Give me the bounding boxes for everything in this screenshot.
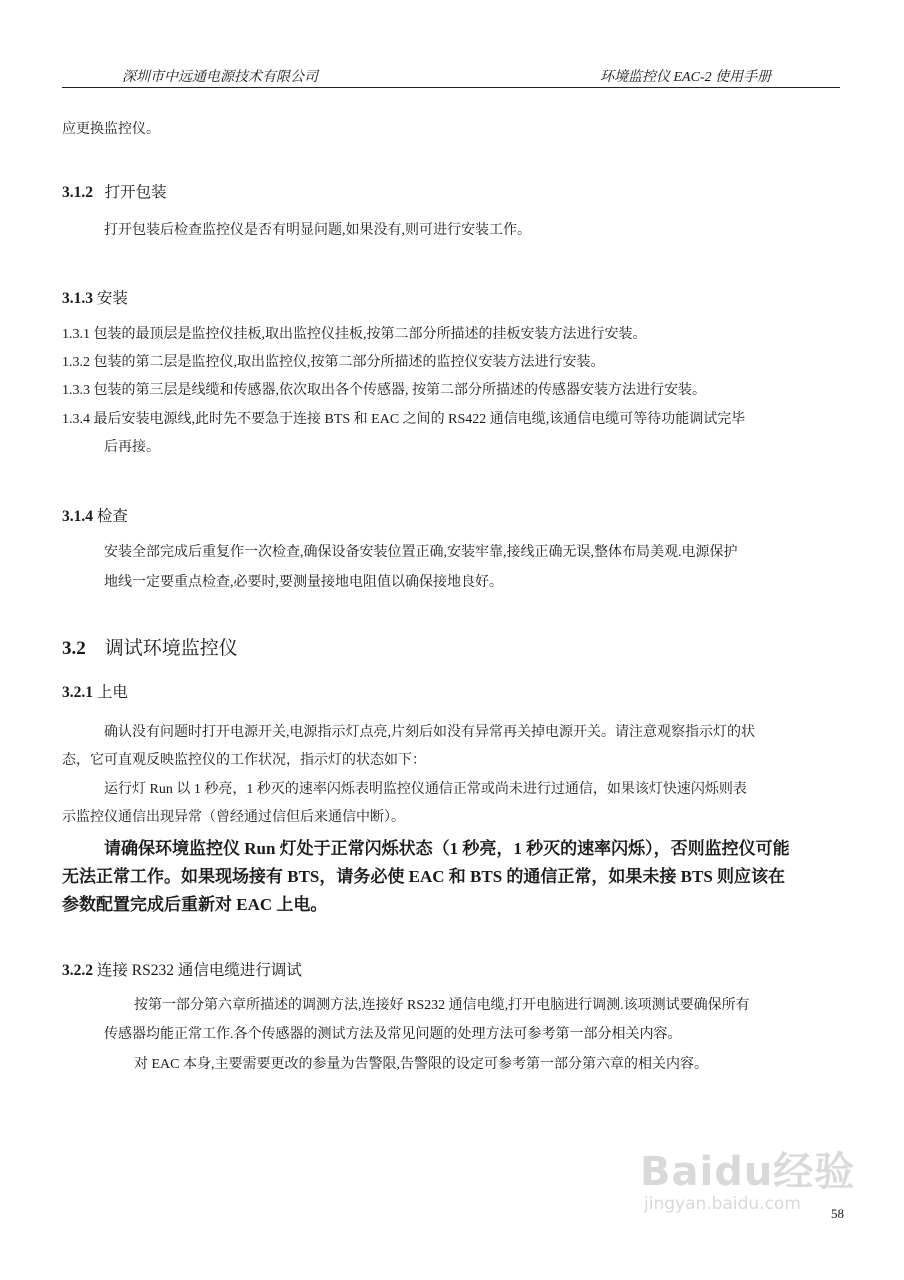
watermark-url: jingyan.baidu.com bbox=[644, 1194, 801, 1214]
paragraph: 打开包装后检查监控仪是否有明显问题,如果没有,则可进行安装工作。 bbox=[104, 223, 531, 238]
page-number: 58 bbox=[831, 1206, 844, 1221]
heading-3-1-3: 3.1.3 安装 bbox=[62, 290, 128, 307]
paragraph: 按第一部分第六章所描述的调测方法,连接好 RS232 通信电缆,打开电脑进行调测.该项测试要确保所有 bbox=[134, 998, 750, 1013]
heading-3-2: 3.2 调试环境监控仪 bbox=[62, 638, 238, 659]
paragraph: 地线一定要重点检查,必要时,要测量接地电阻值以确保接地良好。 bbox=[104, 575, 503, 590]
bold-warning: 参数配置完成后重新对 EAC 上电。 bbox=[62, 895, 328, 914]
intro-text: 应更换监控仪。 bbox=[62, 122, 160, 137]
paragraph: 传感器均能正常工作.各个传感器的测试方法及常见问题的处理方法可参考第一部分相关内容。 bbox=[104, 1027, 682, 1042]
heading-3-1-2: 3.1.2 打开包装 bbox=[62, 184, 167, 201]
header-company: 深圳市中远通电源技术有限公司 bbox=[122, 70, 318, 85]
paragraph: 运行灯 Run 以 1 秒亮，1 秒灭的速率闪烁表明监控仪通信正常或尚未进行过通信，如果该灯快速闪烁则表 bbox=[104, 782, 747, 797]
list-item: 1.3.2 包装的第二层是监控仪,取出监控仪,按第二部分所描述的监控仪安装方法进行安装。 bbox=[62, 355, 605, 370]
list-item-continuation: 后再接。 bbox=[104, 440, 160, 455]
paragraph: 态，它可直观反映监控仪的工作状况，指示灯的状态如下： bbox=[62, 753, 426, 768]
bold-warning: 无法正常工作。如果现场接有 BTS，请务必使 EAC 和 BTS 的通信正常，如果未接 BTS 则应该在 bbox=[62, 867, 786, 886]
watermark-logo: Baidu经验 bbox=[640, 1149, 856, 1195]
paragraph: 确认没有问题时打开电源开关,电源指示灯点亮,片刻后如没有异常再关掉电源开关。请注意观察指示灯的状 bbox=[104, 725, 755, 740]
heading-3-2-1: 3.2.1 上电 bbox=[62, 684, 128, 701]
header-rule bbox=[62, 87, 840, 88]
list-item: 1.3.3 包装的第三层是线缆和传感器,依次取出各个传感器, 按第二部分所描述的传感器安装方法进行安装。 bbox=[62, 383, 706, 398]
paragraph: 示监控仪通信出现异常（曾经通过信但后来通信中断）。 bbox=[62, 810, 405, 825]
list-item: 1.3.1 包装的最顶层是监控仪挂板,取出监控仪挂板,按第二部分所描述的挂板安装方法进行安装。 bbox=[62, 327, 647, 342]
header-manual-title: 环境监控仪 EAC-2 使用手册 bbox=[600, 70, 772, 85]
heading-3-2-2: 3.2.2 连接 RS232 通信电缆进行调试 bbox=[62, 962, 302, 979]
paragraph: 对 EAC 本身,主要需要更改的参量为告警限,告警限的设定可参考第一部分第六章的相关内容。 bbox=[134, 1057, 708, 1072]
list-item: 1.3.4 最后安装电源线,此时先不要急于连接 BTS 和 EAC 之间的 RS422 通信电缆,该通信电缆可等待功能调试完毕 bbox=[62, 412, 746, 427]
paragraph: 安装全部完成后重复作一次检查,确保设备安装位置正确,安装牢靠,接线正确无误,整体布局美观.电源保护 bbox=[104, 545, 738, 560]
heading-3-1-4: 3.1.4 检查 bbox=[62, 508, 128, 525]
bold-warning: 请确保环境监控仪 Run 灯处于正常闪烁状态（1 秒亮，1 秒灭的速率闪烁），否则监控仪可能 bbox=[104, 839, 790, 858]
